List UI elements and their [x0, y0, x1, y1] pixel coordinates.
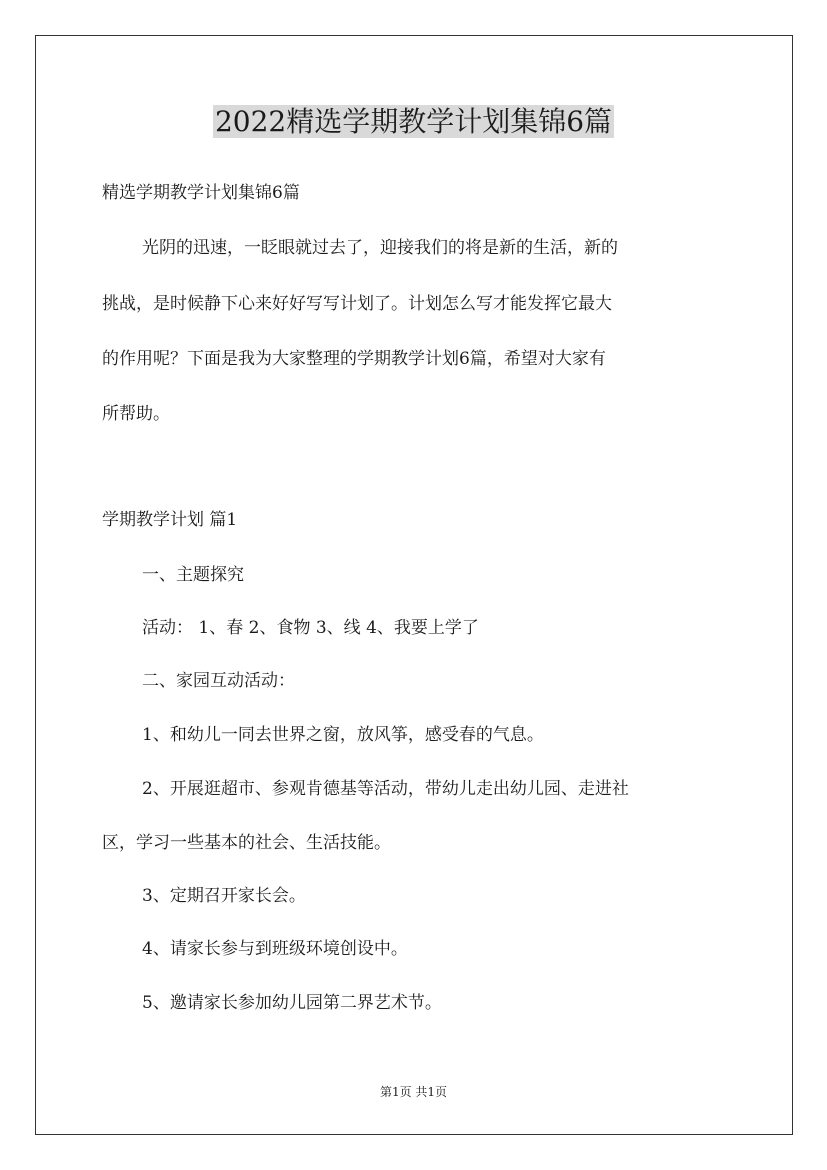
- document-subtitle: 精选学期教学计划集锦6篇: [102, 183, 300, 203]
- list-item: 二、家园互动活动：: [142, 671, 295, 691]
- list-item: 区，学习一些基本的社会、生活技能。: [102, 833, 391, 853]
- document-title-text: 2022精选学期教学计划集锦6篇: [214, 105, 613, 138]
- list-item: 活动： 1、春 2、食物 3、线 4、我要上学了: [142, 618, 479, 638]
- section-heading: 学期教学计划 篇1: [102, 510, 238, 530]
- page-footer: 第1页 共1页: [379, 1085, 448, 1099]
- intro-line-4: 所帮助。: [102, 404, 170, 424]
- intro-line-1: 光阴的迅速，一眨眼就过去了，迎接我们的将是新的生活，新的: [142, 238, 618, 258]
- list-item: 一、主题探究: [142, 565, 244, 585]
- list-item: 2、开展逛超市、参观肯德基等活动，带幼儿走出幼儿园、走进社: [142, 779, 629, 799]
- list-item: 4、请家长参与到班级环境创设中。: [142, 939, 408, 959]
- list-item: 3、定期召开家长会。: [142, 886, 306, 906]
- list-item: 1、和幼儿一同去世界之窗，放风筝，感受春的气息。: [142, 725, 544, 745]
- intro-line-3: 的作用呢？下面是我为大家整理的学期教学计划6篇，希望对大家有: [102, 349, 606, 369]
- intro-line-2: 挑战，是时候静下心来好好写写计划了。计划怎么写才能发挥它最大: [102, 294, 612, 314]
- document-title: [0, 103, 827, 141]
- list-item: 5、邀请家长参加幼儿园第二界艺术节。: [142, 993, 442, 1013]
